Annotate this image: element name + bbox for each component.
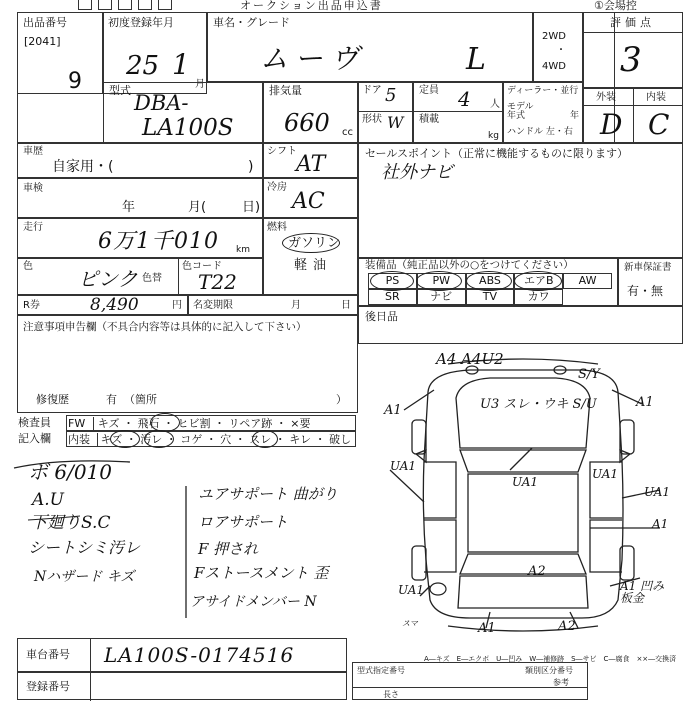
insp-interior[interactable]: 内装 xyxy=(68,433,90,446)
top-checkbox[interactable] xyxy=(98,0,112,10)
selling-points-cell[interactable] xyxy=(358,143,683,258)
warranty-label: 新車保証書 xyxy=(624,262,672,273)
model-label: 型式 xyxy=(109,84,131,97)
insp-dot: ・ xyxy=(123,417,134,430)
history-close: ) xyxy=(248,159,254,175)
recycle-value: 8,490 xyxy=(90,295,139,315)
interior-label: 内装 xyxy=(646,92,666,103)
selling-points-label: セールスポイント（正常に機能するものに限ります） xyxy=(365,147,629,160)
insp-dot: ・ xyxy=(165,433,177,446)
equip-airbag[interactable]: エアB xyxy=(514,273,563,289)
top-checkbox[interactable] xyxy=(158,0,172,10)
shift-label: シフト xyxy=(267,146,297,157)
insp-int-cut[interactable]: キレ xyxy=(289,433,312,446)
handwritten-right-4: Fストースメント 歪 xyxy=(194,564,329,582)
equip-ps[interactable]: PS xyxy=(368,273,417,289)
later-entry-cell[interactable] xyxy=(358,306,683,344)
notes-cell[interactable] xyxy=(17,315,358,413)
lot-code: [2041] xyxy=(24,35,61,48)
color-value: ピンク xyxy=(78,267,138,291)
insp-sep xyxy=(93,417,94,430)
diagram-mark-top: A4 A4U2 xyxy=(436,350,504,368)
car-grade-value: L xyxy=(466,42,486,77)
color-label: 色 xyxy=(23,261,33,272)
model-year-label: モデル年式 xyxy=(507,102,534,121)
name-limit-month: 月 xyxy=(291,300,301,311)
inspection-label: 車検 xyxy=(23,183,43,194)
handwritten-note-4: シートシミ汚レ xyxy=(28,538,141,557)
insp-dot: ・ xyxy=(205,433,217,446)
history-label: 車歴 xyxy=(23,146,43,157)
history-value: 自家用・( xyxy=(52,159,114,175)
fuel-diesel: 軽油 xyxy=(294,258,333,273)
header-strip xyxy=(0,0,700,12)
selling-points-value: 社外ナビ xyxy=(381,162,453,183)
name-limit-label: 名変期限 xyxy=(193,300,233,311)
rating-label: 評価点 xyxy=(610,16,655,29)
ac-label: 冷房 xyxy=(267,182,287,193)
top-checkbox[interactable] xyxy=(138,0,152,10)
insp-crack[interactable]: ヒビ割 xyxy=(177,417,211,430)
handwritten-note-3: 下廻りS.C xyxy=(30,513,111,533)
inspector-label-1: 検査員 xyxy=(18,416,51,429)
insp-dot: ・ xyxy=(234,433,246,446)
insp-circle-rub xyxy=(252,430,278,448)
handle-label: ハンドル 左・右 xyxy=(507,127,573,137)
ac-value: AC xyxy=(292,189,325,214)
inspection-day: 日) xyxy=(242,200,261,215)
insp-circle-scratch xyxy=(110,430,140,448)
load-unit: kg xyxy=(488,131,499,141)
inspection-year: 年 xyxy=(122,200,136,215)
insp-repair-mark[interactable]: リペア跡 xyxy=(228,417,273,430)
diagram-mark-rear-right: A1 凹み板金 xyxy=(620,579,665,605)
equip-circle-ps xyxy=(370,271,414,291)
diagram-mark-roof: U3 スレ・ウキ S/U xyxy=(480,397,597,412)
insp-int-burn[interactable]: コゲ xyxy=(180,433,203,446)
repair-label: 修復歴 xyxy=(36,393,69,406)
diagram-mark-right-fr: A1 xyxy=(636,395,654,410)
top-checkbox[interactable] xyxy=(78,0,92,10)
recycle-label: R券 xyxy=(23,300,40,311)
diagram-mark-bottom-right: A2 xyxy=(558,619,576,634)
capacity-cell[interactable] xyxy=(413,82,503,143)
car-name-label: 車名・グレード xyxy=(213,16,290,29)
capacity-value: 4 xyxy=(458,87,471,111)
mileage-value: 6万1千010 xyxy=(98,229,219,254)
class-number-label: 類別区分番号 xyxy=(525,666,573,675)
repair-place-open: （箇所 xyxy=(124,393,157,406)
diagram-mark-rear-note: スマ xyxy=(402,619,418,628)
handwritten-note-5: Nハザード キズ xyxy=(34,569,135,585)
fuel-cell[interactable] xyxy=(263,218,358,295)
equip-sr[interactable]: SR xyxy=(368,289,417,305)
top-checkbox[interactable] xyxy=(118,0,132,10)
exterior-interior-cell xyxy=(583,88,683,143)
equipment-label: 装備品（純正品以外の○をつけてください） xyxy=(365,259,574,271)
first-reg-month-unit: 月 xyxy=(195,79,205,90)
diagram-mark-door-right: UA1 xyxy=(592,467,619,481)
inspector-label-2: 記入欄 xyxy=(18,432,51,445)
model-cell[interactable] xyxy=(103,82,263,143)
name-limit-day: 日 xyxy=(341,300,351,311)
insp-int-tear[interactable]: 破し xyxy=(329,433,352,446)
equip-tv[interactable]: TV xyxy=(466,289,515,305)
insp-sep xyxy=(97,433,98,446)
displacement-cell[interactable] xyxy=(263,82,358,143)
venue-copy-label: ①会場控 xyxy=(594,0,637,12)
chassis-label: 車台番号 xyxy=(26,648,70,661)
equip-navi[interactable]: ナビ xyxy=(417,289,466,305)
inspection-month: 月( xyxy=(188,200,207,215)
later-entry-label: 後日品 xyxy=(365,310,398,323)
rating-cell xyxy=(583,12,683,88)
insp-dot: ・ xyxy=(163,417,174,430)
model-line2: LA100S xyxy=(142,115,234,141)
capacity-unit: 人 xyxy=(490,99,500,110)
notes-label: 注意事項申告欄（不具合内容等は具体的に記入して下さい） xyxy=(23,321,307,333)
chassis-value: LA100S-0174516 xyxy=(104,643,295,667)
diagram-mark-left-fr: A1 xyxy=(384,403,402,418)
length-label: 長さ xyxy=(383,690,399,699)
damage-legend: A―キズ E―エクボ U―凹み W―補修跡 S―サビ C―腐食 ××―交換済 xyxy=(424,655,677,663)
registration-row[interactable] xyxy=(17,672,347,700)
shape-label: 形状 xyxy=(362,114,382,125)
equip-abs[interactable]: ABS xyxy=(466,273,515,289)
displacement-value: 660 xyxy=(284,109,330,137)
diagram-mark-bottom-left: A1 xyxy=(478,621,496,636)
inspection-cell[interactable] xyxy=(17,178,263,218)
form-title: オークション出品申込書 xyxy=(240,0,383,12)
equipment-row-2 xyxy=(368,289,563,305)
diagram-mark-left-side: UA1 xyxy=(390,459,417,473)
car-name-value: ムーヴ xyxy=(260,42,367,75)
color-code-value: T22 xyxy=(198,270,237,294)
first-reg-month: 1 xyxy=(172,48,190,81)
rating-score: 3 xyxy=(620,40,642,80)
insp-fw[interactable]: FW xyxy=(68,417,86,430)
first-reg-label: 初度登録年月 xyxy=(108,16,174,29)
first-reg-year: 25 xyxy=(126,51,160,81)
doors-cell[interactable] xyxy=(358,82,413,143)
type-number-box xyxy=(352,662,588,700)
interior-grade: C xyxy=(648,108,670,141)
drive-separator: ・ xyxy=(556,45,566,56)
recycle-unit: 円 xyxy=(172,300,182,311)
fuel-gas-circle xyxy=(282,233,340,253)
recycle-cell[interactable] xyxy=(17,295,188,315)
handwritten-note-1: ボ 6/010 xyxy=(28,460,112,484)
handwritten-right-5: アサイドメンバー N xyxy=(190,594,317,610)
inspector-row-1 xyxy=(68,416,311,431)
warranty-cell[interactable] xyxy=(618,258,683,306)
handwritten-note-2: A.U xyxy=(32,490,65,510)
insp-circle-chip xyxy=(150,413,180,432)
equip-leather[interactable]: カワ xyxy=(514,289,563,305)
note-brackets xyxy=(0,448,360,633)
doors-value: 5 xyxy=(385,85,397,106)
mileage-cell[interactable] xyxy=(17,218,263,258)
repair-have: 有 xyxy=(106,393,117,406)
equip-circle-abs xyxy=(466,271,512,291)
diagram-mark-rear-left: UA1 xyxy=(398,583,425,597)
dealer-label: ディーラー・並行 xyxy=(507,86,579,96)
type-number-label: 型式指定番号 xyxy=(357,666,405,675)
shift-value: AT xyxy=(296,152,326,177)
insp-required[interactable]: ×要 xyxy=(290,417,311,430)
color-tone-label: 色替 xyxy=(142,273,162,284)
insp-scratch[interactable]: キズ xyxy=(97,417,120,430)
exterior-grade: D xyxy=(600,108,623,141)
lot-cell xyxy=(17,12,103,94)
registration-label: 登録番号 xyxy=(26,680,70,693)
chassis-row[interactable] xyxy=(17,638,347,672)
history-cell[interactable] xyxy=(17,143,263,178)
diagram-mark-door-left: UA1 xyxy=(512,475,539,489)
diagram-mark-top-right: S/Y xyxy=(578,367,600,382)
equip-circle-airbag xyxy=(514,271,562,291)
insp-circle-stain xyxy=(144,430,174,448)
model-year-unit: 年 xyxy=(570,111,580,121)
displacement-unit: cc xyxy=(342,127,353,138)
equip-pw[interactable]: PW xyxy=(417,273,466,289)
color-cell[interactable] xyxy=(17,258,263,295)
drive-2wd: 2WD xyxy=(542,31,566,42)
dealer-cell[interactable] xyxy=(503,82,583,143)
name-limit-cell[interactable] xyxy=(188,295,358,315)
exterior-label: 外装 xyxy=(596,92,616,103)
insp-int-scratch[interactable]: キズ xyxy=(100,433,123,446)
insp-dot: ・ xyxy=(214,417,225,430)
equip-circle-pw xyxy=(416,271,462,291)
load-label: 積載 xyxy=(419,114,439,125)
drive-cell[interactable] xyxy=(533,12,583,82)
insp-dot: ・ xyxy=(314,433,326,446)
lot-number: 9 xyxy=(68,69,82,94)
shape-value: W xyxy=(387,113,404,132)
car-name-cell[interactable] xyxy=(207,12,533,82)
capacity-label: 定員 xyxy=(419,85,439,96)
insp-int-hole[interactable]: 穴 xyxy=(220,433,232,446)
ac-cell[interactable] xyxy=(263,178,358,218)
diagram-mark-right-side: UA1 xyxy=(644,485,671,499)
doors-label: ドア xyxy=(362,85,382,96)
handwritten-right-3: F 押され xyxy=(198,540,259,558)
insp-dot: ・ xyxy=(275,417,287,430)
handwritten-right-1: ユアサポート 曲がり xyxy=(198,485,338,503)
warranty-value: 有・無 xyxy=(627,284,664,298)
handwritten-right-2: ロアサポート xyxy=(198,513,289,531)
mileage-label: 走行 xyxy=(23,222,43,233)
shift-cell[interactable] xyxy=(263,143,358,178)
fuel-gas: ガソリン xyxy=(288,236,341,251)
ref-label: 参考 xyxy=(553,678,569,687)
equip-aw[interactable]: AW xyxy=(563,273,612,289)
insp-chip[interactable]: 飛石 xyxy=(137,417,160,430)
insp-dot: ・ xyxy=(274,433,286,446)
fuel-label: 燃料 xyxy=(267,222,287,233)
repair-place-close: ） xyxy=(336,393,347,406)
diagram-mark-lower-right: A1 xyxy=(652,517,669,531)
insp-dot: ・ xyxy=(125,433,137,446)
drive-4wd: 4WD xyxy=(542,61,566,72)
color-code-label: 色コード xyxy=(182,261,222,272)
lot-label: 出品番号 xyxy=(23,16,67,29)
insp-int-rub[interactable]: スレ xyxy=(249,433,272,446)
mileage-unit: km xyxy=(236,245,250,255)
insp-int-stain[interactable]: 汚レ xyxy=(140,433,163,446)
displacement-label: 排気量 xyxy=(269,84,302,97)
model-line1: DBA- xyxy=(134,91,189,115)
diagram-mark-trunk: A2 xyxy=(528,564,546,579)
